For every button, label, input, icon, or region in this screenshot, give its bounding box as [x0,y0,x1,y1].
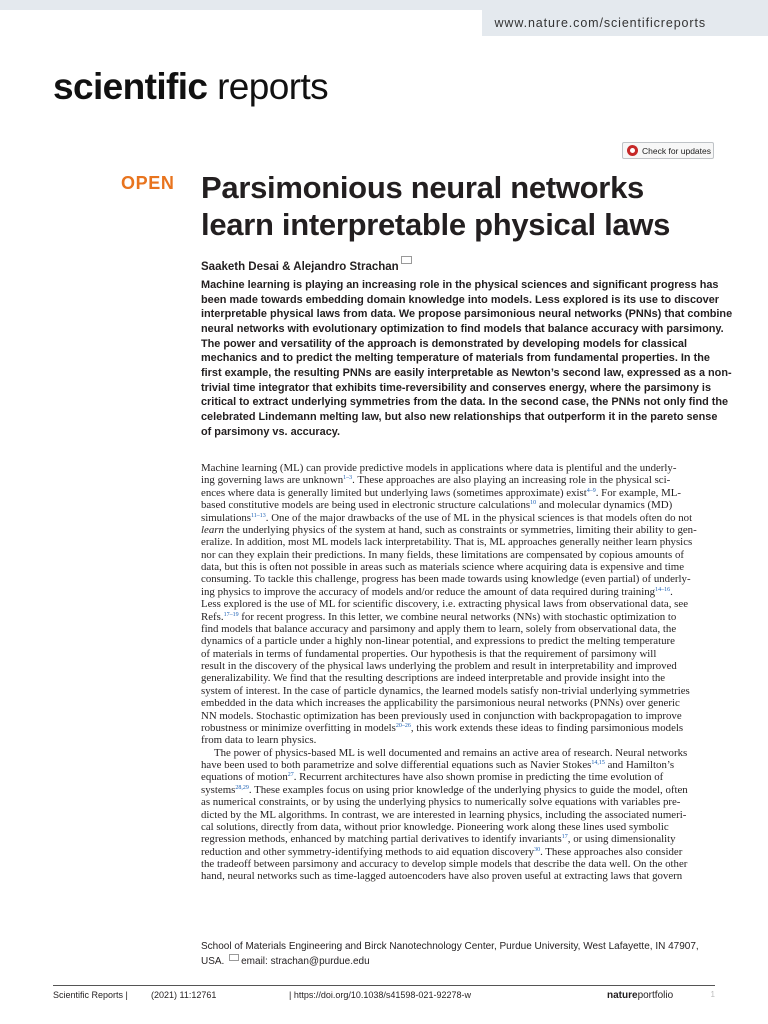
footer-citation: (2021) 11:12761 [151,990,217,1000]
body-text-run: Machine learning (ML) can provide predictive models in applications where data is plentiful and the underly- [201,462,677,474]
body-line [201,796,717,808]
body-text-run: . Recurrent architectures have also shown promise in predicting the time evolution of [293,771,664,784]
body-line [201,771,717,783]
check-for-updates-label: Check for updates [642,145,711,156]
nature-portfolio-logo [607,990,673,1001]
body-line [201,549,717,561]
body-line [201,672,717,684]
body-line [201,462,717,474]
body-line [201,710,717,722]
body-text-run: result in the discovery of the physical laws underlying the problem and result in interpretability and improved [201,660,677,672]
body-text-run: . [670,585,673,598]
journal-logo [53,66,328,108]
citation-ref[interactable]: 17 [561,834,568,841]
footer-rule [53,985,715,986]
body-line [201,648,717,660]
envelope-icon[interactable] [401,256,412,264]
citation-ref[interactable]: 10 [530,500,537,507]
abstract-line: critical to extract underlying symmetries from the data. In the second case, the PNNs not only find the [201,396,729,409]
journal-url-text: www.nature.com/scientificreports [494,16,706,30]
open-access-label: OPEN [121,173,175,193]
body-text-run: based constitutive models are being used in electronic structure calculations [201,499,531,512]
body-text-run: for recent progress. In this letter, we combine neural networks (NNs) with stochastic optimization to [238,610,677,623]
body-text-run: . For example, ML- [595,486,681,499]
body-text-run: find models that balance accuracy and parsimony and apply them to learn, solely from observational data, the [201,622,677,635]
body-text-run: The power of physics-based ML is well documented and remains an active area of research. Neural networks [214,746,688,759]
body-text-run: as numerical constraints, or by using the underlying physics to numerically solve equations with variables pre- [201,796,681,809]
body-text-run: ences where data is generally limited but underlying laws (sometimes approximate) exist [201,486,587,499]
title-line: Parsimonious neural networks [201,170,644,205]
body-line [201,722,717,734]
body-text-run: simulations [201,511,252,524]
body-line [201,697,717,709]
body-text-run: Less explored is the use of ML for scientific discovery, i.e. extracting physical laws from observational data, see [201,598,689,611]
abstract-line: first example, the resulting PNNs are easily interpretable as Newton’s second law, expressed as a non- [201,366,732,379]
authors-text: Saaketh Desai & Alejandro Strachan [201,261,399,273]
body-line [201,536,717,548]
body-text-run: nor can they explain their predictions. In many fields, these limitations are compensated by copious amounts of [201,548,685,561]
body-text-run: system of interest. In the case of particle dynamics, the learned models satisfy non-trivial underlying symmetries [201,684,690,697]
body-text-run: learn [201,523,224,536]
body-text [201,462,717,883]
body-line [201,685,717,697]
crossmark-icon [627,145,638,156]
body-line [201,821,717,833]
abstract [201,278,733,439]
citation-ref[interactable]: 28,29 [235,784,249,791]
publisher-light: portfolio [637,990,674,1001]
body-text-run: dynamics of a particle under a highly non-linear potential, and expressions to predict the melting temperature [201,635,675,648]
body-text-run: reduction and other symmetry-identifying methods to aid equation discovery [201,845,535,858]
body-line [201,833,717,845]
body-line [201,635,717,647]
citation-ref[interactable]: 20–26 [395,722,411,729]
abstract-line: of parsimony vs. accuracy. [201,425,341,438]
body-line [201,660,717,672]
body-line [201,474,717,486]
corresponding-email[interactable]: email: strachan@purdue.edu [241,956,370,967]
body-line [201,870,717,882]
abstract-line: The power and versatility of the approach is demonstrated by developing models for classical [201,337,687,350]
body-line [201,846,717,858]
body-text-run: consuming. To tackle this challenge, progress has been made towards using knowledge (even partial) of underly- [201,573,691,586]
affiliation-line-2 [201,954,721,969]
body-text-run: and Hamilton’s [604,759,675,771]
body-line [201,759,717,771]
body-text-run: NN models. Stochastic optimization has been previously used in conjunction with backpropagation to improve [201,709,682,722]
abstract-text [201,278,733,439]
body-text-run: robustness or minimize overfitting in models [201,721,396,734]
body-text-run: the underlying physics of the system at hand, such as constraints or symmetries, limiting their ability to gen- [223,523,697,536]
body-text-run: the tradeoff between parsimony and accuracy to develop simple models that describe the data well. On the other [201,858,688,870]
body-text-run: data, but this is often not possible in areas such as materials science where acquiring data is expensive and time [201,561,685,573]
body-line [201,586,717,598]
body-line [201,734,717,746]
affiliation [201,940,721,969]
citation-ref[interactable]: 14–16 [655,586,671,593]
body-line [201,512,717,524]
abstract-line: interpretable physical laws from data. We propose parsimonious neural networks (PNNs) that combine [201,308,733,321]
body-text-run: ing governing laws are unknown [201,474,344,487]
body-text-run: generalizability. We find that the resulting descriptions are indeed interpretable and provide insight into the [201,672,666,685]
body-line [201,499,717,511]
body-text-run: equations of motion [201,771,288,784]
citation-ref[interactable]: 17–19 [223,611,239,618]
citation-ref[interactable]: 4–9 [586,487,596,494]
citation-ref[interactable]: 11–13 [251,512,266,519]
body-text-run: of materials in terms of fundamental properties. Our hypothesis is that the requirement of parsimony will [201,647,657,660]
body-line [201,561,717,573]
page-number: 1 [710,990,715,999]
citation-ref[interactable]: 27 [287,772,294,779]
body-line [201,623,717,635]
body-text-run: from data to learn physics. [201,734,317,747]
abstract-line: neural networks with evolutionary optimization to find models that balance accuracy with parsimony. [201,322,724,335]
check-for-updates-button[interactable] [622,142,714,159]
body-line [201,611,717,623]
body-text-run: . These examples focus on using prior knowledge of the underlying physics to guide the model, often [248,783,688,796]
body-text-run: ing physics to improve the accuracy of models and/or reduce the amount of data required during training [201,585,656,598]
page-footer [53,990,715,1004]
body-text-run: , this work extends these ideas to finding parsimonious models [410,721,684,734]
body-line [201,524,717,536]
journal-url[interactable] [482,10,768,36]
body-text-run: Refs. [201,610,224,623]
affiliation-country: USA. [201,956,225,967]
abstract-line: been made towards embedding domain knowledge into models. Less explored is its use to discover [201,293,720,306]
body-text-run: systems [201,783,236,796]
body-line [201,747,717,759]
body-line [201,809,717,821]
footer-journal: Scientific Reports | [53,990,128,1000]
body-text-run: eralize. In addition, most ML models lack interpretability. That is, ML approaches generally neither learn physics [201,536,693,549]
title-line: learn interpretable physical laws [201,207,671,242]
author-list [201,256,412,273]
body-text-run: and molecular dynamics (MD) [536,499,673,512]
body-text-run: cal solutions, directly from data, without prior knowledge. Pioneering work along these lines used symbolic [201,820,669,833]
citation-ref[interactable]: 14,15 [591,760,605,766]
publisher-bold: nature [607,990,638,1001]
body-line [201,487,717,499]
body-text-run: dicted by the ML algorithms. In contrast, we are interested in learning physics, including the associated numeri- [201,808,687,821]
body-text-run: . These approaches also consider [540,845,683,858]
body-line [201,784,717,796]
logo-light: reports [207,66,329,107]
body-text-run: . These approaches are also playing an increasing role in the physical sci- [352,474,671,487]
body-text-run: . One of the major drawbacks of the use of ML in the physical sciences is that models often do not [265,511,693,524]
top-bar [0,0,768,10]
affiliation-line: School of Materials Engineering and Birck Nanotechnology Center, Purdue University, West Lafayette, IN 47907, [201,941,699,952]
body-text-run: regression methods, enhanced by matching partial derivatives to identify invariants [201,833,562,846]
envelope-icon [229,954,239,961]
body-text-run: , or using dimensionality [567,833,676,846]
abstract-line: celebrated Lindemann melting law, but also new relationships that outperform it in the pareto sense [201,410,718,423]
body-line [201,598,717,610]
citation-ref[interactable]: 1–3 [343,475,353,482]
body-text-run: hand, neural networks such as time-lagged autoencoders have also proven useful at extracting laws that govern [201,870,683,883]
footer-doi[interactable]: | https://doi.org/10.1038/s41598-021-92278-w [289,990,471,1000]
abstract-line: trivial time integrator that exhibits time-reversibility and conserves energy, where the parsimony is [201,381,712,394]
citation-ref[interactable]: 30 [534,846,541,853]
abstract-line: mechanics and to predict the melting temperature of materials from fundamental properties. In the [201,352,710,365]
body-text-run: embedded in the data which increases the applicability the parsimonious neural networks (PNNs) over generic [201,697,680,710]
body-line [201,573,717,585]
body-text-run: have been used to both parametrize and solve differential equations such as Navier Stokes [201,759,592,771]
logo-bold: scientific [53,66,208,107]
article-title [201,169,721,243]
abstract-line: Machine learning is playing an increasing role in the physical sciences and significant progress has [201,279,719,291]
body-line [201,858,717,870]
